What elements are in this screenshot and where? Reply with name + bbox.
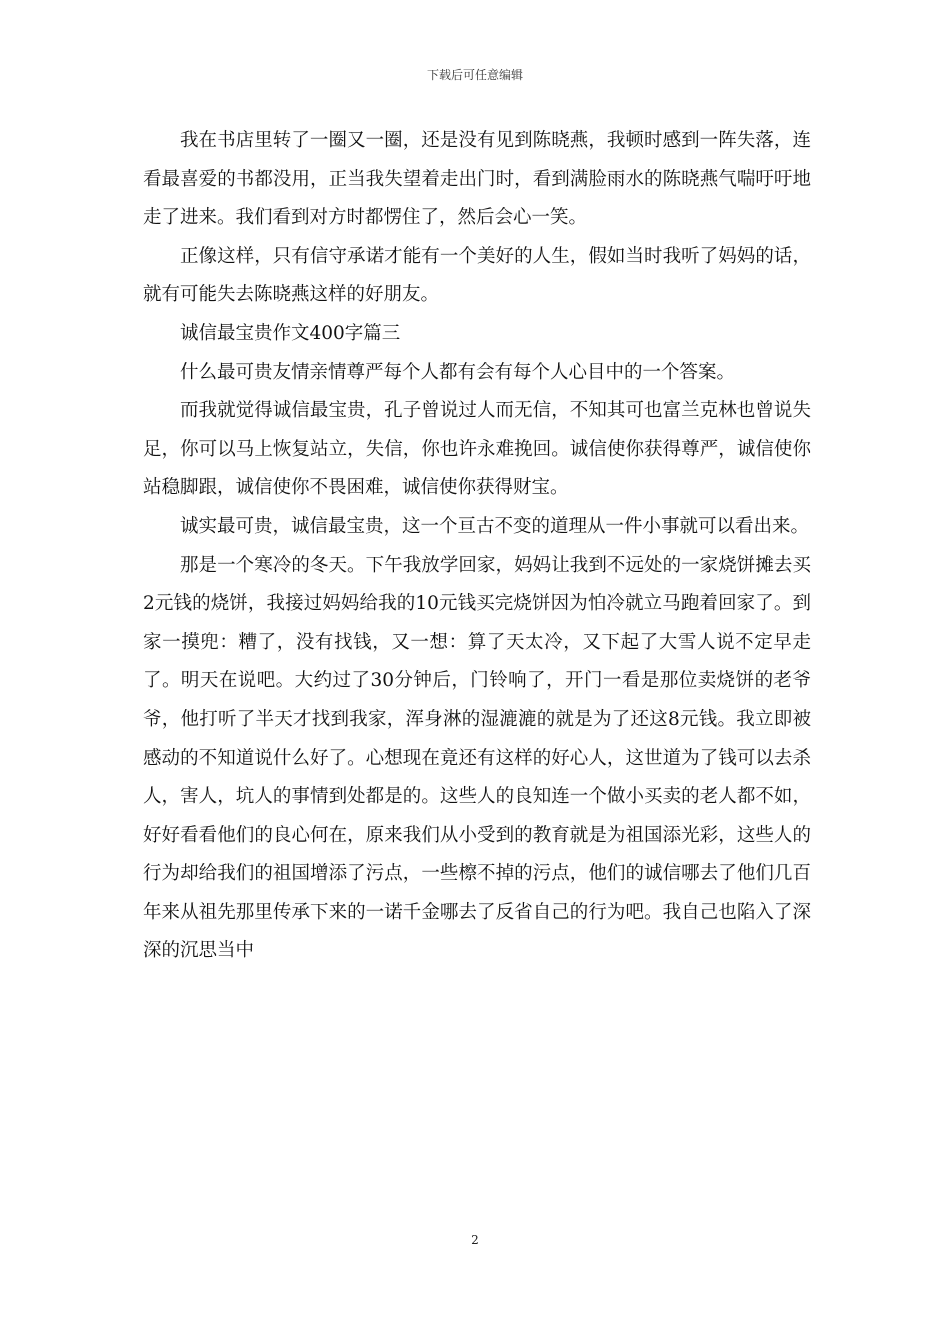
paragraph: 什么最可贵友情亲情尊严每个人都有会有每个人心目中的一个答案。 [180, 361, 736, 383]
page-header: 下载后可任意编辑 [426, 68, 523, 82]
page-number: 2 [471, 1233, 479, 1247]
paragraph: 正像这样，只有信守承诺才能有一个美好的人生，假如当时我听了妈妈的话，就有可能失去陈晓燕这样的好朋友。 [143, 245, 811, 306]
paragraph: 那是一个寒冷的冬天。下午我放学回家，妈妈让我到不远处的一家烧饼摊去买2元钱的烧饼，我接过妈妈给我的10元钱买完烧饼因为怕冷就立马跑着回家了。到家一摸兜：糟了，没有找钱，又一想：算了天太冷，又下起了大雪人说不定早走了。明天在说吧。大约过了30分钟后，门铃响了，开门一看是那位卖烧饼的老爷爷，他打听了半天才找到我家，浑身淋的湿漉漉的就是为了还这8元钱。我立即被感动的不知道说什么好了。心想现在竟还有这样的好心人，这世道为了钱可以去杀人，害人，坑人的事情到处都是的。这些人的良知连一个做小买卖的老人都不如，好好看看他们的良心何在，原来我们从小受到的教育就是为祖国添光彩，这些人的行为却给我们的祖国增添了污点，一些檫不掉的污点，他们的诚信哪去了他们几百年来从祖先那里传承下来的一诺千金哪去了反省自己的行为吧。我自己也陷入了深深的沉思当中 [143, 554, 811, 962]
paragraph: 我在书店里转了一圈又一圈，还是没有见到陈晓燕，我顿时感到一阵失落，连看最喜爱的书都没用，正当我失望着走出门时，看到满脸雨水的陈晓燕气喘吁吁地走了进来。我们看到对方时都愣住了，然后会心一笑。 [143, 130, 811, 229]
paragraph: 诚实最可贵，诚信最宝贵，这一个亘古不变的道理从一件小事就可以看出来。 [180, 515, 810, 537]
paragraph: 而我就觉得诚信最宝贵，孔子曾说过人而无信，不知其可也富兰克林也曾说失足，你可以马上恢复站立，失信，你也许永难挽回。诚信使你获得尊严，诚信使你站稳脚跟，诚信使你不畏困难，诚信使你获得财宝。 [143, 400, 811, 499]
document-body [143, 122, 811, 971]
section-heading: 诚信最宝贵作文400字篇三 [180, 322, 401, 344]
